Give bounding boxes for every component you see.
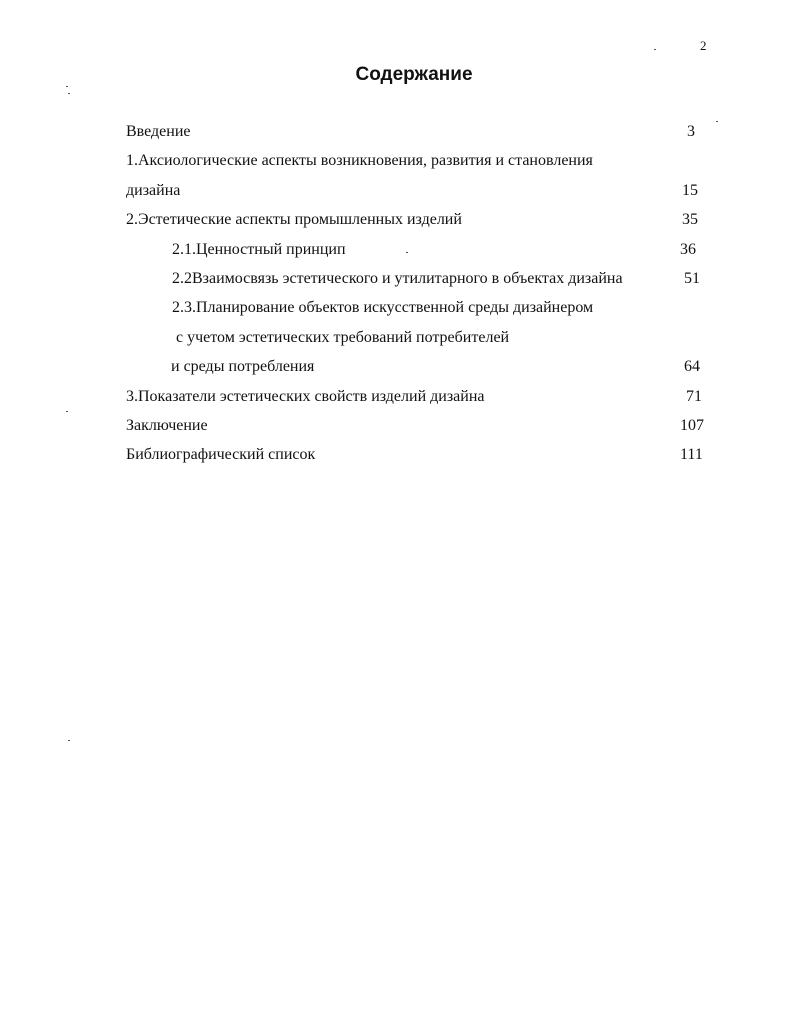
toc-entry-page: 71 [686,387,702,405]
toc-entry-text: дизайна [126,181,181,199]
scan-speck [654,49,656,50]
toc-entry-text: 1.Аксиологические аспекты возникновения, развития и становления [126,152,593,170]
toc-entry-section-2-3-end [0,352,791,381]
toc-entry-text: 2.3.Планирование объектов искусственной среды дизайнером [172,299,594,317]
scan-speck [406,252,408,253]
toc-entry-page: 36 [680,240,696,258]
page-title: Содержание [355,64,473,85]
toc-entry-text: 3.Показатели эстетических свойств изделий дизайна [126,387,485,405]
toc-entry-text: Заключение [126,416,208,434]
toc-entry-page: 51 [684,269,700,287]
toc-entry-conclusion [0,411,791,440]
toc-entry-chapter-2 [0,205,791,234]
scan-speck [716,121,718,122]
toc-entry-page: 15 [682,181,698,199]
toc-entry-page: 107 [680,416,704,434]
scan-speck [66,86,68,87]
toc-entry-text: и среды потребления [171,358,315,376]
toc-entry-section-2-2 [0,264,791,293]
toc-entry-text: с учетом эстетических требований потребителей [176,328,510,346]
toc-entry-text: Введение [126,123,191,140]
toc-entry-chapter-1 [0,146,791,175]
toc-entry-bibliography [0,440,791,469]
toc-entry-text: 2.Эстетические аспекты промышленных изделий [126,211,462,229]
toc-entry-introduction [0,117,791,146]
toc-entry-chapter-3 [0,382,791,411]
toc-entry-text: 2.2Взаимосвязь эстетического и утилитарного в объектах дизайна [172,269,623,287]
toc-entry-section-2-3 [0,293,791,322]
toc-entry-page: 64 [684,358,700,376]
scan-speck [68,740,70,741]
toc-entry-section-2-3-continued [0,323,791,352]
toc-entry-text: 2.1.Ценностный принцип [172,240,346,258]
toc-entry-page: 35 [682,211,698,229]
toc-entry-section-2-1 [0,235,791,264]
scan-speck [68,93,70,94]
page-number: 2 [700,38,707,53]
scan-speck [66,411,68,412]
table-of-contents [0,117,791,470]
toc-entry-chapter-1-continued [0,176,791,205]
toc-entry-page: 3 [687,123,695,140]
toc-entry-text: Библиографический список [126,446,316,464]
toc-entry-page: 111 [680,446,703,464]
